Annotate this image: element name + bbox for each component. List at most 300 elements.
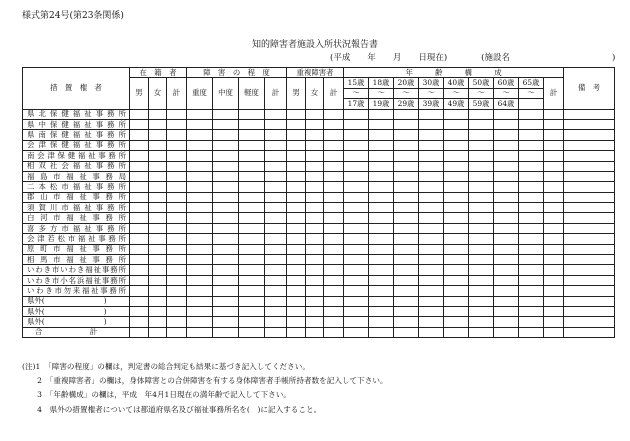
entry-cell[interactable]	[369, 286, 394, 296]
entry-cell[interactable]	[444, 265, 469, 275]
entry-cell[interactable]	[419, 130, 444, 140]
entry-cell[interactable]	[519, 182, 544, 192]
entry-cell[interactable]	[167, 234, 187, 244]
entry-cell[interactable]	[369, 306, 394, 316]
entry-cell[interactable]	[167, 317, 187, 327]
entry-cell[interactable]	[306, 255, 324, 265]
entry-cell[interactable]	[149, 161, 167, 171]
entry-cell[interactable]	[544, 151, 564, 161]
entry-cell[interactable]	[369, 203, 394, 213]
entry-cell[interactable]	[469, 317, 494, 327]
entry-cell[interactable]	[149, 223, 167, 233]
entry-cell[interactable]	[167, 213, 187, 223]
entry-cell[interactable]	[287, 130, 306, 140]
entry-cell[interactable]	[369, 130, 394, 140]
entry-cell[interactable]	[544, 161, 564, 171]
entry-cell[interactable]	[419, 234, 444, 244]
entry-cell[interactable]	[287, 109, 306, 119]
entry-cell[interactable]	[369, 119, 394, 129]
entry-cell[interactable]	[239, 255, 265, 265]
entry-cell[interactable]	[444, 203, 469, 213]
entry-cell[interactable]	[519, 109, 544, 119]
entry-cell[interactable]	[419, 213, 444, 223]
entry-cell[interactable]	[287, 327, 306, 337]
entry-cell[interactable]	[213, 119, 239, 129]
entry-cell[interactable]	[494, 296, 519, 306]
entry-cell[interactable]	[469, 213, 494, 223]
entry-cell[interactable]	[306, 296, 324, 306]
entry-cell[interactable]	[213, 286, 239, 296]
entry-cell[interactable]	[265, 265, 287, 275]
entry-cell[interactable]	[444, 182, 469, 192]
entry-cell[interactable]	[419, 192, 444, 202]
entry-cell[interactable]	[544, 327, 564, 337]
entry-cell[interactable]	[306, 234, 324, 244]
entry-cell[interactable]	[324, 182, 344, 192]
entry-cell[interactable]	[394, 182, 419, 192]
entry-cell[interactable]	[444, 119, 469, 129]
entry-cell[interactable]	[469, 182, 494, 192]
entry-cell[interactable]	[167, 130, 187, 140]
entry-cell[interactable]	[344, 151, 369, 161]
entry-cell[interactable]	[564, 151, 615, 161]
entry-cell[interactable]	[544, 244, 564, 254]
entry-cell[interactable]	[324, 213, 344, 223]
entry-cell[interactable]	[494, 286, 519, 296]
entry-cell[interactable]	[167, 182, 187, 192]
entry-cell[interactable]	[149, 182, 167, 192]
entry-cell[interactable]	[519, 296, 544, 306]
entry-cell[interactable]	[130, 213, 149, 223]
entry-cell[interactable]	[564, 234, 615, 244]
entry-cell[interactable]	[394, 213, 419, 223]
entry-cell[interactable]	[369, 234, 394, 244]
entry-cell[interactable]	[149, 192, 167, 202]
entry-cell[interactable]	[167, 119, 187, 129]
entry-cell[interactable]	[265, 223, 287, 233]
entry-cell[interactable]	[287, 161, 306, 171]
entry-cell[interactable]	[130, 140, 149, 150]
entry-cell[interactable]	[394, 140, 419, 150]
entry-cell[interactable]	[469, 327, 494, 337]
entry-cell[interactable]	[394, 192, 419, 202]
entry-cell[interactable]	[187, 151, 213, 161]
entry-cell[interactable]	[494, 255, 519, 265]
entry-cell[interactable]	[494, 223, 519, 233]
entry-cell[interactable]	[149, 306, 167, 316]
entry-cell[interactable]	[494, 171, 519, 181]
entry-cell[interactable]	[469, 244, 494, 254]
entry-cell[interactable]	[519, 234, 544, 244]
entry-cell[interactable]	[187, 306, 213, 316]
entry-cell[interactable]	[287, 234, 306, 244]
entry-cell[interactable]	[324, 223, 344, 233]
entry-cell[interactable]	[187, 275, 213, 285]
entry-cell[interactable]	[306, 182, 324, 192]
entry-cell[interactable]	[419, 255, 444, 265]
entry-cell[interactable]	[544, 140, 564, 150]
entry-cell[interactable]	[544, 213, 564, 223]
entry-cell[interactable]	[239, 296, 265, 306]
entry-cell[interactable]	[130, 203, 149, 213]
entry-cell[interactable]	[564, 306, 615, 316]
entry-cell[interactable]	[419, 109, 444, 119]
entry-cell[interactable]	[444, 161, 469, 171]
entry-cell[interactable]	[130, 182, 149, 192]
entry-cell[interactable]	[167, 223, 187, 233]
entry-cell[interactable]	[239, 275, 265, 285]
entry-cell[interactable]	[564, 213, 615, 223]
entry-cell[interactable]	[265, 234, 287, 244]
entry-cell[interactable]	[469, 130, 494, 140]
entry-cell[interactable]	[239, 203, 265, 213]
entry-cell[interactable]	[544, 130, 564, 140]
entry-cell[interactable]	[419, 265, 444, 275]
entry-cell[interactable]	[167, 171, 187, 181]
entry-cell[interactable]	[394, 286, 419, 296]
entry-cell[interactable]	[469, 296, 494, 306]
entry-cell[interactable]	[369, 275, 394, 285]
entry-cell[interactable]	[519, 244, 544, 254]
entry-cell[interactable]	[130, 130, 149, 140]
entry-cell[interactable]	[306, 203, 324, 213]
entry-cell[interactable]	[130, 296, 149, 306]
entry-cell[interactable]	[494, 161, 519, 171]
entry-cell[interactable]	[469, 109, 494, 119]
entry-cell[interactable]	[213, 151, 239, 161]
entry-cell[interactable]	[130, 265, 149, 275]
entry-cell[interactable]	[369, 223, 394, 233]
entry-cell[interactable]	[444, 327, 469, 337]
entry-cell[interactable]	[265, 213, 287, 223]
entry-cell[interactable]	[494, 244, 519, 254]
entry-cell[interactable]	[564, 140, 615, 150]
entry-cell[interactable]	[213, 140, 239, 150]
entry-cell[interactable]	[149, 286, 167, 296]
entry-cell[interactable]	[494, 130, 519, 140]
entry-cell[interactable]	[369, 182, 394, 192]
entry-cell[interactable]	[444, 140, 469, 150]
entry-cell[interactable]	[213, 182, 239, 192]
entry-cell[interactable]	[394, 255, 419, 265]
entry-cell[interactable]	[544, 265, 564, 275]
entry-cell[interactable]	[213, 203, 239, 213]
entry-cell[interactable]	[419, 223, 444, 233]
entry-cell[interactable]	[419, 244, 444, 254]
entry-cell[interactable]	[394, 130, 419, 140]
entry-cell[interactable]	[564, 161, 615, 171]
entry-cell[interactable]	[369, 151, 394, 161]
entry-cell[interactable]	[469, 119, 494, 129]
entry-cell[interactable]	[369, 265, 394, 275]
entry-cell[interactable]	[149, 317, 167, 327]
entry-cell[interactable]	[344, 265, 369, 275]
entry-cell[interactable]	[519, 140, 544, 150]
entry-cell[interactable]	[239, 327, 265, 337]
entry-cell[interactable]	[394, 203, 419, 213]
entry-cell[interactable]	[394, 151, 419, 161]
entry-cell[interactable]	[239, 151, 265, 161]
entry-cell[interactable]	[419, 151, 444, 161]
entry-cell[interactable]	[324, 130, 344, 140]
entry-cell[interactable]	[149, 296, 167, 306]
entry-cell[interactable]	[444, 275, 469, 285]
entry-cell[interactable]	[187, 171, 213, 181]
entry-cell[interactable]	[187, 130, 213, 140]
entry-cell[interactable]	[130, 119, 149, 129]
entry-cell[interactable]	[167, 275, 187, 285]
entry-cell[interactable]	[394, 223, 419, 233]
entry-cell[interactable]	[239, 265, 265, 275]
entry-cell[interactable]	[149, 151, 167, 161]
entry-cell[interactable]	[149, 140, 167, 150]
entry-cell[interactable]	[394, 119, 419, 129]
entry-cell[interactable]	[564, 255, 615, 265]
entry-cell[interactable]	[167, 140, 187, 150]
entry-cell[interactable]	[130, 109, 149, 119]
entry-cell[interactable]	[306, 275, 324, 285]
entry-cell[interactable]	[544, 255, 564, 265]
entry-cell[interactable]	[149, 119, 167, 129]
entry-cell[interactable]	[287, 203, 306, 213]
entry-cell[interactable]	[287, 192, 306, 202]
entry-cell[interactable]	[287, 213, 306, 223]
entry-cell[interactable]	[306, 109, 324, 119]
entry-cell[interactable]	[213, 327, 239, 337]
entry-cell[interactable]	[419, 275, 444, 285]
entry-cell[interactable]	[419, 140, 444, 150]
entry-cell[interactable]	[149, 275, 167, 285]
entry-cell[interactable]	[324, 151, 344, 161]
entry-cell[interactable]	[444, 192, 469, 202]
entry-cell[interactable]	[344, 327, 369, 337]
entry-cell[interactable]	[287, 255, 306, 265]
entry-cell[interactable]	[265, 306, 287, 316]
entry-cell[interactable]	[324, 171, 344, 181]
entry-cell[interactable]	[149, 130, 167, 140]
entry-cell[interactable]	[187, 265, 213, 275]
entry-cell[interactable]	[494, 203, 519, 213]
entry-cell[interactable]	[265, 119, 287, 129]
entry-cell[interactable]	[149, 234, 167, 244]
entry-cell[interactable]	[287, 275, 306, 285]
entry-cell[interactable]	[265, 203, 287, 213]
entry-cell[interactable]	[287, 296, 306, 306]
entry-cell[interactable]	[394, 109, 419, 119]
entry-cell[interactable]	[324, 265, 344, 275]
entry-cell[interactable]	[324, 192, 344, 202]
entry-cell[interactable]	[306, 213, 324, 223]
entry-cell[interactable]	[187, 119, 213, 129]
entry-cell[interactable]	[306, 317, 324, 327]
entry-cell[interactable]	[394, 161, 419, 171]
entry-cell[interactable]	[469, 306, 494, 316]
entry-cell[interactable]	[494, 234, 519, 244]
entry-cell[interactable]	[167, 265, 187, 275]
entry-cell[interactable]	[519, 286, 544, 296]
entry-cell[interactable]	[494, 140, 519, 150]
entry-cell[interactable]	[187, 161, 213, 171]
entry-cell[interactable]	[369, 192, 394, 202]
entry-cell[interactable]	[419, 119, 444, 129]
entry-cell[interactable]	[369, 317, 394, 327]
entry-cell[interactable]	[564, 182, 615, 192]
entry-cell[interactable]	[149, 327, 167, 337]
entry-cell[interactable]	[444, 171, 469, 181]
entry-cell[interactable]	[187, 140, 213, 150]
entry-cell[interactable]	[306, 171, 324, 181]
entry-cell[interactable]	[213, 213, 239, 223]
entry-cell[interactable]	[130, 161, 149, 171]
entry-cell[interactable]	[324, 327, 344, 337]
entry-cell[interactable]	[306, 192, 324, 202]
entry-cell[interactable]	[564, 171, 615, 181]
entry-cell[interactable]	[469, 255, 494, 265]
entry-cell[interactable]	[394, 306, 419, 316]
entry-cell[interactable]	[344, 161, 369, 171]
entry-cell[interactable]	[265, 182, 287, 192]
entry-cell[interactable]	[239, 317, 265, 327]
entry-cell[interactable]	[167, 244, 187, 254]
entry-cell[interactable]	[324, 296, 344, 306]
entry-cell[interactable]	[265, 244, 287, 254]
entry-cell[interactable]	[187, 327, 213, 337]
entry-cell[interactable]	[167, 296, 187, 306]
entry-cell[interactable]	[324, 161, 344, 171]
entry-cell[interactable]	[419, 306, 444, 316]
entry-cell[interactable]	[419, 327, 444, 337]
entry-cell[interactable]	[324, 109, 344, 119]
entry-cell[interactable]	[167, 192, 187, 202]
entry-cell[interactable]	[444, 244, 469, 254]
entry-cell[interactable]	[265, 109, 287, 119]
entry-cell[interactable]	[394, 327, 419, 337]
entry-cell[interactable]	[265, 317, 287, 327]
entry-cell[interactable]	[187, 182, 213, 192]
entry-cell[interactable]	[519, 327, 544, 337]
entry-cell[interactable]	[167, 203, 187, 213]
entry-cell[interactable]	[187, 286, 213, 296]
entry-cell[interactable]	[344, 306, 369, 316]
entry-cell[interactable]	[213, 317, 239, 327]
entry-cell[interactable]	[394, 171, 419, 181]
entry-cell[interactable]	[187, 213, 213, 223]
entry-cell[interactable]	[265, 296, 287, 306]
entry-cell[interactable]	[287, 244, 306, 254]
entry-cell[interactable]	[519, 119, 544, 129]
entry-cell[interactable]	[469, 140, 494, 150]
entry-cell[interactable]	[544, 171, 564, 181]
entry-cell[interactable]	[494, 327, 519, 337]
entry-cell[interactable]	[167, 109, 187, 119]
entry-cell[interactable]	[564, 192, 615, 202]
entry-cell[interactable]	[344, 119, 369, 129]
entry-cell[interactable]	[344, 192, 369, 202]
entry-cell[interactable]	[287, 317, 306, 327]
entry-cell[interactable]	[344, 213, 369, 223]
entry-cell[interactable]	[149, 255, 167, 265]
entry-cell[interactable]	[213, 244, 239, 254]
entry-cell[interactable]	[369, 161, 394, 171]
entry-cell[interactable]	[324, 203, 344, 213]
entry-cell[interactable]	[444, 130, 469, 140]
entry-cell[interactable]	[519, 151, 544, 161]
entry-cell[interactable]	[265, 286, 287, 296]
entry-cell[interactable]	[239, 244, 265, 254]
entry-cell[interactable]	[344, 317, 369, 327]
entry-cell[interactable]	[167, 327, 187, 337]
entry-cell[interactable]	[344, 244, 369, 254]
entry-cell[interactable]	[564, 275, 615, 285]
entry-cell[interactable]	[324, 317, 344, 327]
entry-cell[interactable]	[469, 171, 494, 181]
entry-cell[interactable]	[369, 327, 394, 337]
entry-cell[interactable]	[564, 244, 615, 254]
entry-cell[interactable]	[444, 223, 469, 233]
entry-cell[interactable]	[306, 151, 324, 161]
entry-cell[interactable]	[564, 223, 615, 233]
entry-cell[interactable]	[324, 286, 344, 296]
entry-cell[interactable]	[444, 286, 469, 296]
entry-cell[interactable]	[306, 244, 324, 254]
entry-cell[interactable]	[564, 317, 615, 327]
entry-cell[interactable]	[544, 109, 564, 119]
entry-cell[interactable]	[469, 151, 494, 161]
entry-cell[interactable]	[306, 161, 324, 171]
entry-cell[interactable]	[130, 286, 149, 296]
entry-cell[interactable]	[239, 182, 265, 192]
entry-cell[interactable]	[265, 255, 287, 265]
entry-cell[interactable]	[394, 275, 419, 285]
entry-cell[interactable]	[149, 109, 167, 119]
entry-cell[interactable]	[519, 130, 544, 140]
entry-cell[interactable]	[213, 223, 239, 233]
entry-cell[interactable]	[213, 130, 239, 140]
entry-cell[interactable]	[394, 244, 419, 254]
entry-cell[interactable]	[130, 306, 149, 316]
entry-cell[interactable]	[265, 327, 287, 337]
entry-cell[interactable]	[130, 223, 149, 233]
entry-cell[interactable]	[324, 255, 344, 265]
entry-cell[interactable]	[287, 306, 306, 316]
entry-cell[interactable]	[324, 244, 344, 254]
entry-cell[interactable]	[239, 140, 265, 150]
entry-cell[interactable]	[469, 223, 494, 233]
entry-cell[interactable]	[419, 286, 444, 296]
entry-cell[interactable]	[444, 109, 469, 119]
entry-cell[interactable]	[130, 317, 149, 327]
entry-cell[interactable]	[444, 306, 469, 316]
entry-cell[interactable]	[519, 275, 544, 285]
entry-cell[interactable]	[213, 296, 239, 306]
entry-cell[interactable]	[419, 182, 444, 192]
entry-cell[interactable]	[265, 161, 287, 171]
entry-cell[interactable]	[239, 223, 265, 233]
entry-cell[interactable]	[344, 255, 369, 265]
entry-cell[interactable]	[564, 119, 615, 129]
entry-cell[interactable]	[369, 255, 394, 265]
entry-cell[interactable]	[544, 317, 564, 327]
entry-cell[interactable]	[239, 234, 265, 244]
entry-cell[interactable]	[130, 151, 149, 161]
entry-cell[interactable]	[324, 234, 344, 244]
entry-cell[interactable]	[239, 130, 265, 140]
entry-cell[interactable]	[519, 317, 544, 327]
entry-cell[interactable]	[265, 151, 287, 161]
entry-cell[interactable]	[239, 161, 265, 171]
entry-cell[interactable]	[306, 327, 324, 337]
entry-cell[interactable]	[287, 151, 306, 161]
